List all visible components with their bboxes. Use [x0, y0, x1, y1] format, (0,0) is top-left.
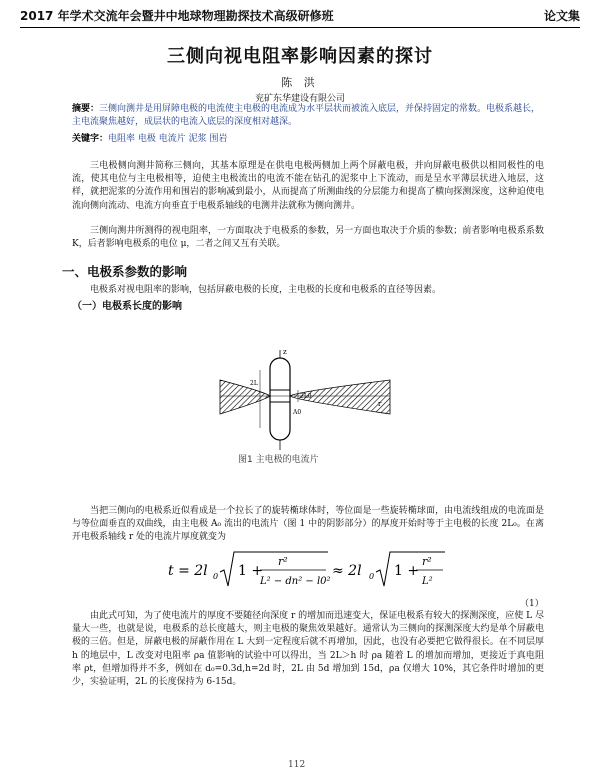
abstract-label: 摘要：: [72, 104, 100, 114]
page-header: [20, 4, 580, 28]
paragraph-intro: 三电极侧向测井简称三侧向，其基本原理是在供电电极两侧加上两个屏蔽电极，并向屏蔽电极供以相同极性的电流，使其电位与主电极相等，迫使主电极流出的电流不能在钻孔的泥浆中上下流动，而是呈水平薄层状进入地层，这样，就把泥浆的分流作用和围岩的影响减到最小，从而提高了所测曲线的分层能力和提高了横向探测深度，这种迫使电流向侧向流动、电流方向垂直于电极系轴线的电测井法就称为侧向测井。: [72, 161, 544, 211]
formula-lhs: t = 2l: [168, 563, 208, 579]
paper-title: 三侧向视电阻率影响因素的探讨: [167, 46, 433, 67]
affiliation: 兖矿东华建设有限公司: [254, 94, 345, 104]
formula-sub0-2: 0: [369, 572, 375, 581]
page-number: 112: [288, 760, 306, 770]
keywords-text: 电阻率 电极 电流片 泥浆 围岩: [108, 134, 228, 144]
abstract: [72, 103, 542, 129]
label-2l0: 2L0: [300, 393, 312, 400]
formula-one-1: 1 +: [238, 563, 264, 579]
figure-current-sheet: [210, 340, 400, 455]
formula-thickness: [160, 548, 460, 592]
label-r: r: [378, 400, 382, 408]
label-z: z: [283, 348, 287, 356]
keywords-label: 关键字：: [72, 134, 109, 144]
formula-num1: r²: [278, 555, 288, 568]
formula-num2: r²: [422, 555, 432, 568]
section-heading-1: 一、电极系参数的影响: [62, 264, 188, 279]
author: 陈 洪: [281, 76, 319, 89]
paragraph-apparent-resistivity: 三侧向测井所测得的视电阻率，一方面取决于电极系的参数，另一方面也取决于介质的参数；前者影响电极系系数 K，后者影响电极系的电位 μ，二者之间又互有关联。: [72, 226, 544, 250]
paragraph-conclusion: 由此式可知，为了使电流片的厚度不要随径向深度 r 的增加而迅速变大，保证电极系有较大的探测深度，应使 L 尽量大一些，也就是说，电极系的总长度越大，则主电极的聚焦效果越好。通常认为三侧向的探测深度大约是单个屏蔽电极的三倍。但是，屏蔽电极的屏蔽作用在 L 大到一定程度后就不再增加，因此，也没有必要把它做得很长。在不同层厚 h 的地层中，L 改变对电阻率 ρa 值影响的试验中可以得出，当 2L＞h 时 ρa 随着 L 的增加而增加，更接近于真电阻率 ρt，但增加得并不多，例如在 d₀=0.3d,h=2d 时，2L 由 5d 增加到 15d，ρa 仅增大 10%，其它条件时增加的更少，实验证明，2L 的长度保持为 6-15d。: [72, 611, 544, 688]
equation-number: （1）: [520, 599, 544, 609]
current-sheet-left: [220, 380, 270, 414]
formula-sub0: 0: [213, 572, 219, 581]
label-2l: 2L: [250, 380, 258, 387]
abstract-text: 三侧向测井是用屏障电极的电流使主电极的电流成为水平层状而被流入底层，并保持固定的常数。电极系越长，主电流聚焦越好，成层状的电流入底层的深度相对越深。: [72, 104, 541, 127]
label-a0: A0: [293, 409, 302, 416]
header-conference: 2017 年学术交流年会暨井中地球物理勘探技术高级研修班: [20, 9, 334, 23]
electrode-body: [270, 358, 290, 440]
paragraph-electrode-params: 电极系对视电阻率的影响，包括屏蔽电极的长度，主电极的长度和电极系的直径等因素。: [90, 285, 442, 295]
figure-caption: 图1 主电极的电流片: [238, 455, 319, 465]
formula-den2: L²: [422, 576, 433, 587]
formula-approx: ≈ 2l: [332, 563, 362, 579]
formula-one-2: 1 +: [394, 563, 420, 579]
subsection-heading-1: （一）电极系长度的影响: [72, 301, 182, 312]
header-collection: 论文集: [543, 9, 580, 23]
paragraph-ellipsoid: 当把三侧向的电极系近似看成是一个拉长了的旋转椭球体时，等位面是一些旋转椭球面，由电流线组成的电流面是与等位面垂直的双曲线，由主电极 A₀ 流出的电流片（图 1 中的阴影部分）的厚度开始时等于主电极的长度 2L₀。在离开电极系轴线 r 处的电流片厚度就变为: [72, 506, 544, 543]
formula-den1: L² − dn² − l0²: [260, 576, 331, 587]
keywords: [72, 133, 542, 146]
